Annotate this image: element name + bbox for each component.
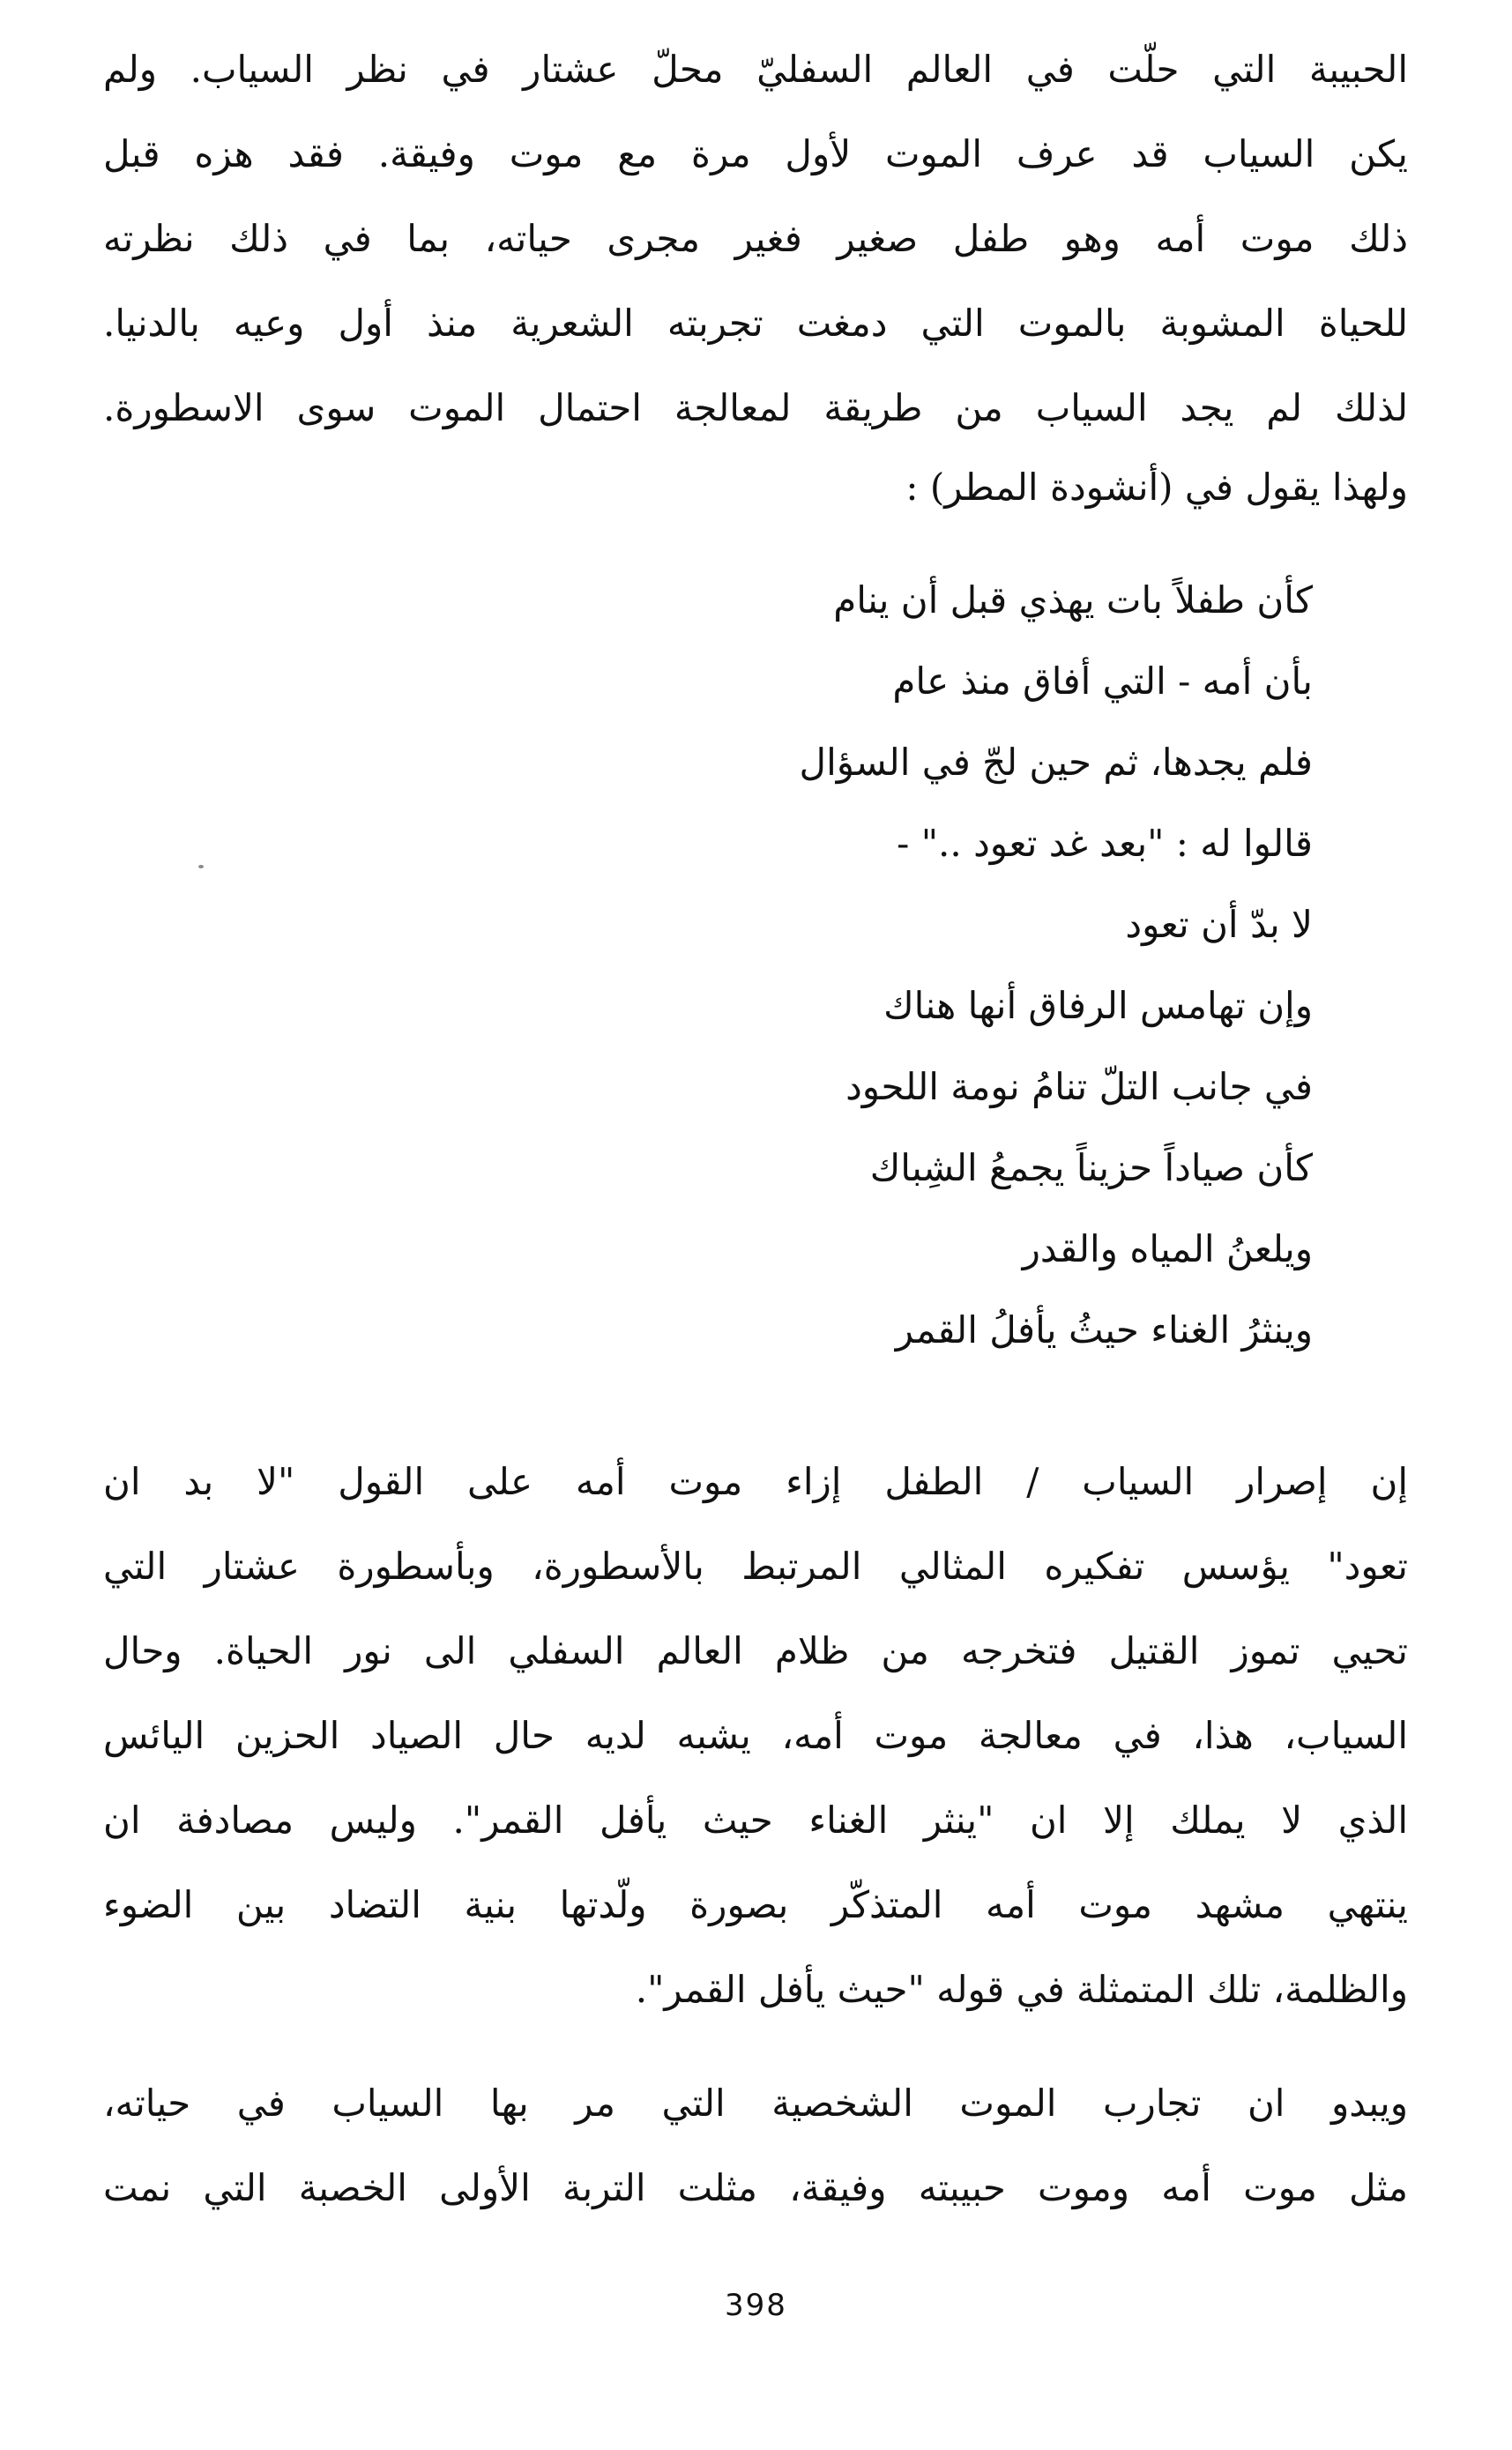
paragraph-2-line-7: والظلمة، تلك المتمثلة في قوله "حيث يأفل القمر". [635,1968,1408,2011]
paragraph-2-line-3: تحيي تموز القتيل فتخرجه من ظلام العالم السفلي الى نور الحياة. وحال [103,1629,1408,1672]
scan-speck [198,865,204,868]
verse-line-2: بأن أمه - التي أفاق منذ عام [892,659,1313,703]
verse-line-8: كأن صياداً حزيناً يجمعُ الشِباك [869,1146,1313,1189]
paragraph-1-line-2: يكن السياب قد عرف الموت لأول مرة مع موت وفيقة. فقد هزه قبل [103,132,1408,175]
verse-line-5: لا بدّ أن تعود [1125,903,1313,946]
page-number: 398 [725,2288,787,2323]
verse-line-7: في جانب التلّ تنامُ نومة اللحود [845,1065,1313,1108]
verse-line-10: وينثرُ الغناء حيثُ يأفلُ القمر [895,1308,1313,1352]
paragraph-1-line-5: لذلك لم يجد السياب من طريقة لمعالجة احتمال الموت سوى الاسطورة. [103,386,1408,429]
paragraph-2-line-4: السياب، هذا، في معالجة موت أمه، يشبه لديه حال الصياد الحزين اليائس [103,1714,1408,1757]
verse-line-9: ويلعنُ المياه والقدر [1022,1227,1313,1270]
paragraph-3-line-1: ويبدو ان تجارب الموت الشخصية التي مر بها السياب في حياته، [103,2081,1408,2125]
paragraph-2-line-2: تعود" يؤسس تفكيره المثالي المرتبط بالأسطورة، وبأسطورة عشتار التي [103,1545,1408,1588]
paragraph-3-line-2: مثل موت أمه وموت حبيبته وفيقة، مثلت التربة الأولى الخصبة التي نمت [103,2166,1408,2209]
paragraph-1-line-3: ذلك موت أمه وهو طفل صغير فغير مجرى حياته، بما في ذلك نظرته [103,217,1408,260]
paragraph-1-line-6: ولهذا يقول في (أنشودة المطر) : [905,465,1408,509]
paragraph-2-line-1: إن إصرار السياب / الطفل إزاء موت أمه على القول "لا بد ان [103,1460,1408,1503]
paragraph-1-line-1: الحبيبة التي حلّت في العالم السفليّ محلّ عشتار في نظر السياب. ولم [103,48,1408,91]
paragraph-2-line-5: الذي لا يملك إلا ان "ينثر الغناء حيث يأفل القمر". وليس مصادفة ان [103,1798,1408,1842]
paragraph-2-line-6: ينتهي مشهد موت أمه المتذكّر بصورة ولّدتها بنية التضاد بين الضوء [103,1883,1408,1926]
verse-line-3: فلم يجدها، ثم حين لجّ في السؤال [799,741,1313,784]
paragraph-1-line-4: للحياة المشوبة بالموت التي دمغت تجربته الشعرية منذ أول وعيه بالدنيا. [103,302,1408,345]
verse-line-6: وإن تهامس الرفاق أنها هناك [883,984,1313,1027]
verse-line-4: قالوا له : "بعد غد تعود .." - [897,822,1313,865]
verse-line-1: كأن طفلاً بات يهذي قبل أن ينام [833,578,1313,622]
